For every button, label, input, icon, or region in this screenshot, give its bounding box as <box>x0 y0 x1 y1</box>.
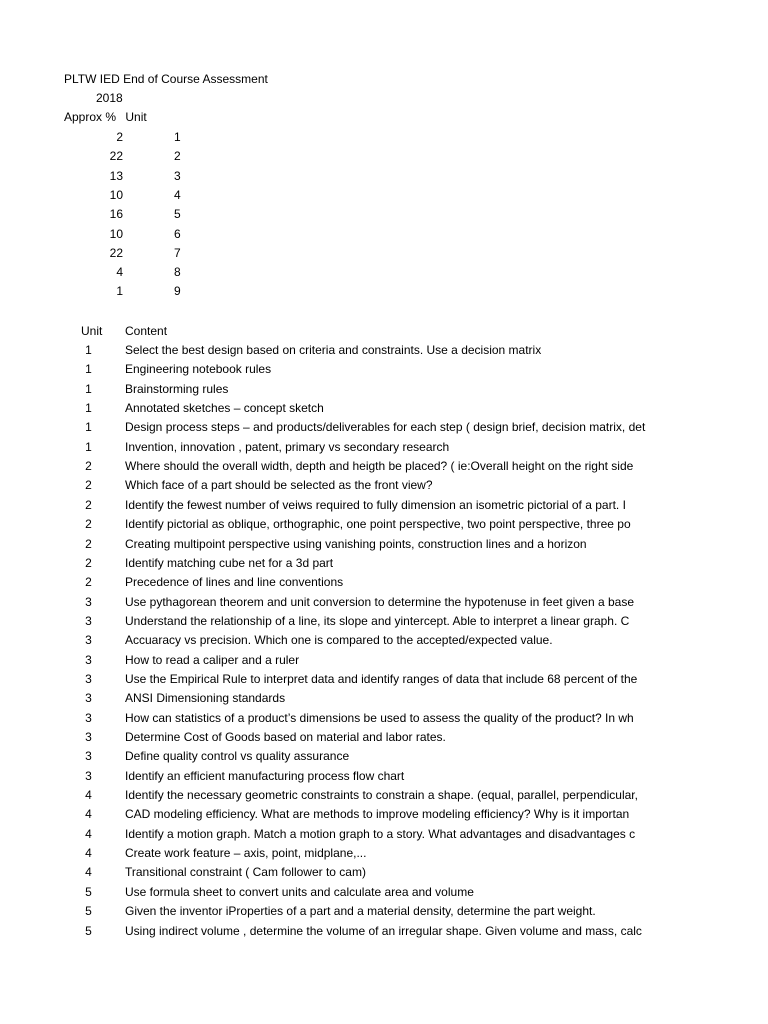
content-unit-cell: 3 <box>85 749 92 764</box>
content-row <box>0 922 768 941</box>
content-text-cell: Precedence of lines and line conventions <box>125 575 344 590</box>
content-row <box>0 689 768 708</box>
approx-percent-cell: 16 <box>109 207 123 222</box>
content-unit-cell: 3 <box>85 613 92 628</box>
content-text-cell: Use pythagorean theorem and unit conversion to determine the hypotenuse in feet given a base <box>125 594 634 609</box>
content-row <box>0 805 768 824</box>
content-row <box>0 747 768 766</box>
unit-cell: 1 <box>174 130 181 144</box>
content-unit-cell: 1 <box>85 439 92 454</box>
distribution-row <box>0 205 768 224</box>
unit-cell: 2 <box>174 149 181 164</box>
content-text-cell: Identify the fewest number of veiws required to fully dimension an isometric pictorial of a part. I <box>125 497 626 512</box>
content-unit-cell: 3 <box>85 671 92 686</box>
content-text-cell: Use the Empirical Rule to interpret data and identify ranges of data that include 68 percent of the <box>125 671 638 686</box>
content-unit-cell: 4 <box>85 788 92 803</box>
document-year: 2018 <box>96 91 123 105</box>
content-text-cell: Invention, innovation , patent, primary vs secondary research <box>125 439 450 454</box>
content-unit-cell: 2 <box>85 459 92 474</box>
content-row <box>0 496 768 515</box>
content-row <box>0 786 768 805</box>
approx-percent-cell: 10 <box>109 187 123 202</box>
content-text-cell: Which face of a part should be selected as the front view? <box>125 478 433 493</box>
unit-cell: 9 <box>174 284 181 299</box>
content-row <box>0 844 768 863</box>
content-row <box>0 670 768 689</box>
content-text-cell: Brainstorming rules <box>125 381 229 396</box>
content-text-cell: Using indirect volume , determine the volume of an irregular shape. Given volume and mass, calc <box>125 923 642 938</box>
content-unit-cell: 5 <box>85 923 92 938</box>
content-row <box>0 360 768 379</box>
content-unit-cell: 2 <box>85 497 92 512</box>
content-unit-cell: 5 <box>85 884 92 899</box>
content-text-cell: Annotated sketches – concept sketch <box>125 401 324 416</box>
distribution-row <box>0 282 768 301</box>
approx-percent-cell: 22 <box>109 245 123 260</box>
content-text-cell: Where should the overall width, depth and heigth be placed? ( ie:Overall height on the right side <box>125 459 634 474</box>
unit-cell: 7 <box>174 245 181 260</box>
content-unit-cell: 1 <box>85 362 92 377</box>
content-row <box>0 709 768 728</box>
content-text-cell: Identify an efficient manufacturing process flow chart <box>125 768 405 783</box>
content-text-cell: CAD modeling efficiency. What are methods to improve modeling efficiency? Why is it importan <box>125 807 630 822</box>
content-unit-cell: 4 <box>85 846 92 861</box>
unit-cell: 5 <box>174 207 181 222</box>
content-text-cell: Identify a motion graph. Match a motion graph to a story. What advantages and disadvantages c <box>125 826 636 841</box>
content-row <box>0 902 768 921</box>
content-row <box>0 825 768 844</box>
content-unit-cell: 3 <box>85 730 92 744</box>
content-unit-cell: 2 <box>85 517 92 532</box>
approx-percent-cell: 10 <box>109 226 123 241</box>
distribution-row <box>0 244 768 263</box>
content-row <box>0 418 768 437</box>
content-row <box>0 612 768 631</box>
content-unit-header: Unit <box>81 324 103 338</box>
content-unit-cell: 1 <box>85 401 92 416</box>
content-row <box>0 457 768 476</box>
approx-percent-cell: 22 <box>109 149 123 164</box>
content-unit-cell: 3 <box>85 691 92 706</box>
content-unit-cell: 2 <box>85 575 92 590</box>
unit-cell: 3 <box>174 168 181 183</box>
approx-percent-cell: 2 <box>116 130 123 144</box>
content-text-cell: Identify pictorial as oblique, orthographic, one point perspective, two point perspective, three po <box>125 517 631 532</box>
content-row <box>0 399 768 418</box>
distribution-row <box>0 167 768 186</box>
content-row <box>0 515 768 534</box>
distribution-row <box>0 128 768 147</box>
content-unit-cell: 1 <box>85 381 92 396</box>
content-unit-cell: 3 <box>85 633 92 648</box>
content-text-cell: Identify the necessary geometric constraints to constrain a shape. (equal, parallel, perpendicular, <box>125 788 638 803</box>
content-row <box>0 631 768 650</box>
content-text-cell: How to read a caliper and a ruler <box>125 652 300 667</box>
content-text-cell: How can statistics of a product’s dimensions be used to assess the quality of the product? In wh <box>125 710 634 725</box>
content-text-cell: Understand the relationship of a line, its slope and yintercept. Able to interpret a linear graph. C <box>125 613 630 628</box>
content-row <box>0 341 768 360</box>
approx-percent-cell: 1 <box>116 284 123 299</box>
content-row <box>0 883 768 902</box>
content-unit-cell: 4 <box>85 807 92 822</box>
distribution-header <box>64 108 147 127</box>
content-text-cell: Define quality control vs quality assurance <box>125 749 350 764</box>
content-text-cell: Engineering notebook rules <box>125 362 272 377</box>
content-text-cell: Select the best design based on criteria and constraints. Use a decision matrix <box>125 343 542 357</box>
content-row <box>0 767 768 786</box>
content-row <box>0 573 768 592</box>
unit-header: Unit <box>125 110 147 124</box>
content-row <box>0 593 768 612</box>
content-text-cell: Create work feature – axis, point, midplane,... <box>125 846 367 861</box>
content-row <box>0 380 768 399</box>
content-row <box>0 476 768 495</box>
content-text-cell: Determine Cost of Goods based on material and labor rates. <box>125 730 446 744</box>
content-content-header: Content <box>125 324 168 338</box>
content-unit-cell: 1 <box>85 420 92 435</box>
content-table-header <box>0 322 768 341</box>
unit-cell: 8 <box>174 265 181 280</box>
content-text-cell: Use formula sheet to convert units and calculate area and volume <box>125 884 474 899</box>
content-text-cell: ANSI Dimensioning standards <box>125 691 286 706</box>
approx-percent-header: Approx % <box>64 110 117 124</box>
content-row <box>0 438 768 457</box>
content-text-cell: Accuaracy vs precision. Which one is compared to the accepted/expected value. <box>125 633 553 648</box>
content-unit-cell: 3 <box>85 768 92 783</box>
distribution-row <box>0 263 768 282</box>
content-unit-cell: 3 <box>85 594 92 609</box>
approx-percent-cell: 4 <box>116 265 123 280</box>
content-text-cell: Transitional constraint ( Cam follower to cam) <box>125 865 366 880</box>
content-row <box>0 651 768 670</box>
unit-cell: 6 <box>174 226 181 241</box>
distribution-row <box>0 225 768 244</box>
approx-percent-cell: 13 <box>109 168 123 183</box>
content-unit-cell: 5 <box>85 904 92 919</box>
content-unit-cell: 2 <box>85 478 92 493</box>
content-text-cell: Design process steps – and products/deliverables for each step ( design brief, decision matrix, det <box>125 420 646 435</box>
content-row <box>0 554 768 573</box>
content-unit-cell: 4 <box>85 826 92 841</box>
content-text-cell: Identify matching cube net for a 3d part <box>125 555 334 570</box>
content-unit-cell: 2 <box>85 555 92 570</box>
document-title: PLTW IED End of Course Assessment <box>64 72 268 86</box>
content-text-cell: Given the inventor iProperties of a part and a material density, determine the part weight. <box>125 904 596 919</box>
unit-cell: 4 <box>174 187 181 202</box>
distribution-row <box>0 147 768 166</box>
content-unit-cell: 3 <box>85 710 92 725</box>
content-text-cell: Creating multipoint perspective using vanishing points, construction lines and a horizon <box>125 536 587 551</box>
content-unit-cell: 3 <box>85 652 92 667</box>
content-row <box>0 535 768 554</box>
content-unit-cell: 2 <box>85 536 92 551</box>
content-row <box>0 728 768 747</box>
content-unit-cell: 4 <box>85 865 92 880</box>
content-unit-cell: 1 <box>85 343 92 357</box>
distribution-row <box>0 186 768 205</box>
content-row <box>0 863 768 882</box>
